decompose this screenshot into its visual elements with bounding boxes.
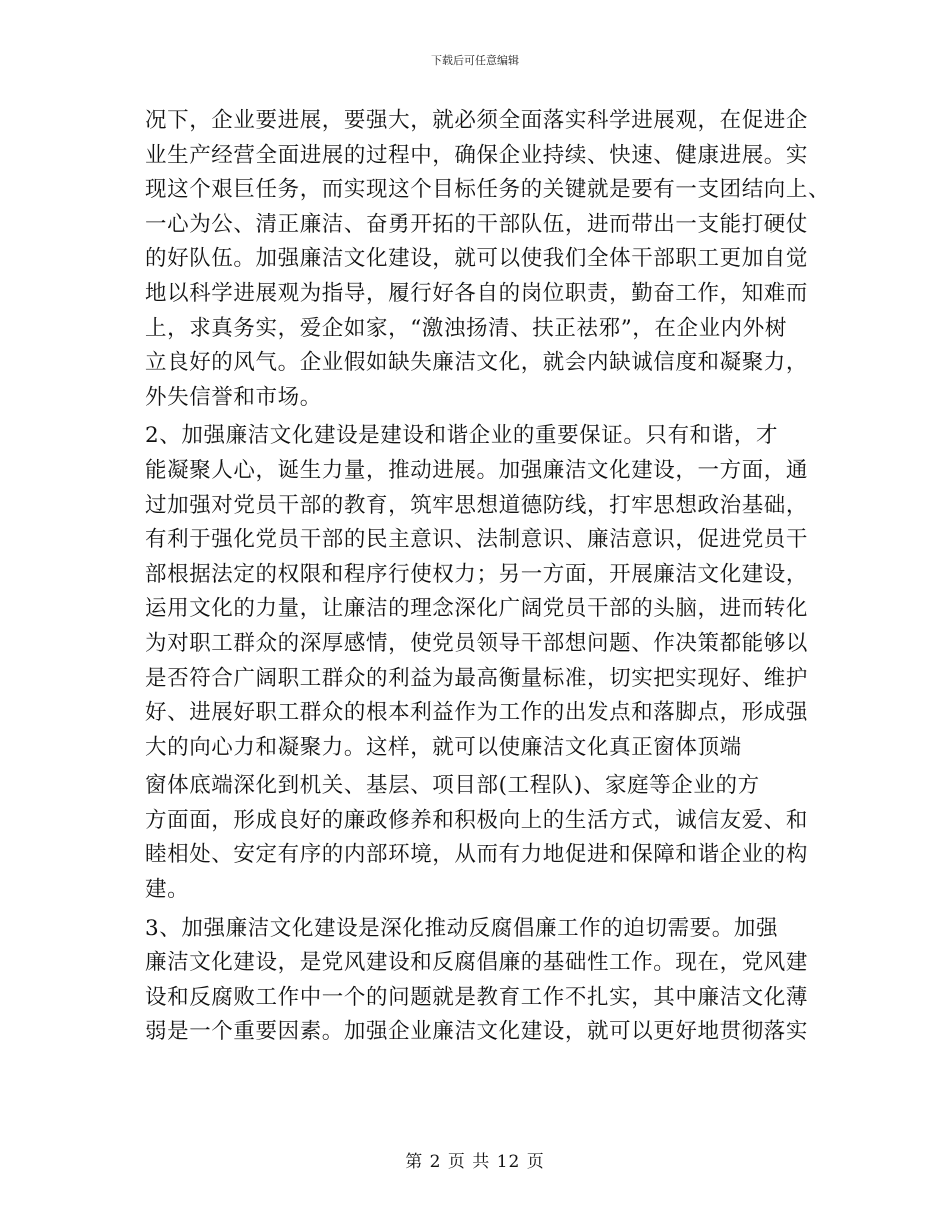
text-line: 有利于强化党员干部的民主意识、法制意识、廉洁意识，促进党员干 (145, 527, 809, 553)
text-line: 是否符合广阔职工群众的利益为最高衡量标准，切实把实现好、维护 (145, 665, 809, 691)
text-line: 过加强对党员干部的教育，筑牢思想道德防线，打牢思想政治基础， (145, 492, 809, 518)
text-line: 现这个艰巨任务，而实现这个目标任务的关键就是要有一支团结向上、 (145, 177, 831, 203)
text-line: 地以科学进展观为指导，履行好各自的岗位职责，勤奋工作，知难而 (145, 280, 809, 306)
text-line: 上，求真务实，爱企如家，“激浊扬清、扶正祛邪”，在企业内外树 (145, 315, 787, 341)
page-number: 第 2 页 共 12 页 (405, 1152, 545, 1172)
text-line: 设和反腐败工作中一个的问题就是教育工作不扎实，其中廉洁文化薄 (145, 984, 809, 1010)
text-line: 为对职工群众的深厚感情，使党员领导干部想问题、作决策都能够以 (145, 630, 809, 656)
paragraph-3 (145, 769, 810, 907)
text-line: 建。 (145, 877, 190, 903)
text-line: 外失信誉和市场。 (145, 384, 322, 410)
text-line: 窗体底端深化到机关、基层、项目部(工程队)、家庭等企业的方 (145, 773, 760, 799)
text-line: 3、加强廉洁文化建设是深化推动反腐倡廉工作的迫切需要。加强 (145, 915, 779, 941)
text-line: 大的向心力和凝聚力。这样，就可以使廉洁文化真正窗体顶端 (145, 734, 742, 760)
text-line: 一心为公、清正廉洁、奋勇开拓的干部队伍，进而带出一支能打硬仗 (145, 211, 809, 237)
text-line: 廉洁文化建设，是党风建设和反腐倡廉的基础性工作。现在，党风建 (145, 950, 809, 976)
paragraph-2 (145, 419, 810, 765)
text-line: 睦相处、安定有序的内部环境，从而有力地促进和保障和谐企业的构 (145, 842, 809, 868)
text-line: 部根据法定的权限和程序行使权力；另一方面，开展廉洁文化建设， (145, 561, 809, 587)
page-header: 下载后可任意编辑 (431, 54, 519, 67)
paragraph-1 (145, 104, 831, 415)
text-line: 2、加强廉洁文化建设是建设和谐企业的重要保证。只有和谐，才 (145, 423, 779, 449)
document-body (145, 104, 831, 1050)
text-line: 能凝聚人心，诞生力量，推动进展。加强廉洁文化建设，一方面，通 (145, 457, 809, 483)
text-line: 况下，企业要进展，要强大，就必须全面落实科学进展观，在促进企 (145, 108, 809, 133)
text-line: 业生产经营全面进展的过程中，确保企业持续、快速、健康进展。实 (145, 142, 809, 168)
text-line: 运用文化的力量，让廉洁的理念深化广阔党员干部的头脑，进而转化 (145, 596, 809, 622)
text-line: 方面面，形成良好的廉政修养和积极向上的生活方式，诚信友爱、和 (145, 807, 809, 833)
text-line: 弱是一个重要因素。加强企业廉洁文化建设，就可以更好地贯彻落实 (145, 1019, 809, 1045)
text-line: 的好队伍。加强廉洁文化建设，就可以使我们全体干部职工更加自觉 (145, 246, 809, 272)
paragraph-4 (145, 912, 810, 1050)
text-line: 好、进展好职工群众的根本利益作为工作的出发点和落脚点，形成强 (145, 700, 809, 726)
text-line: 立良好的风气。企业假如缺失廉洁文化，就会内缺诚信度和凝聚力， (145, 350, 809, 376)
